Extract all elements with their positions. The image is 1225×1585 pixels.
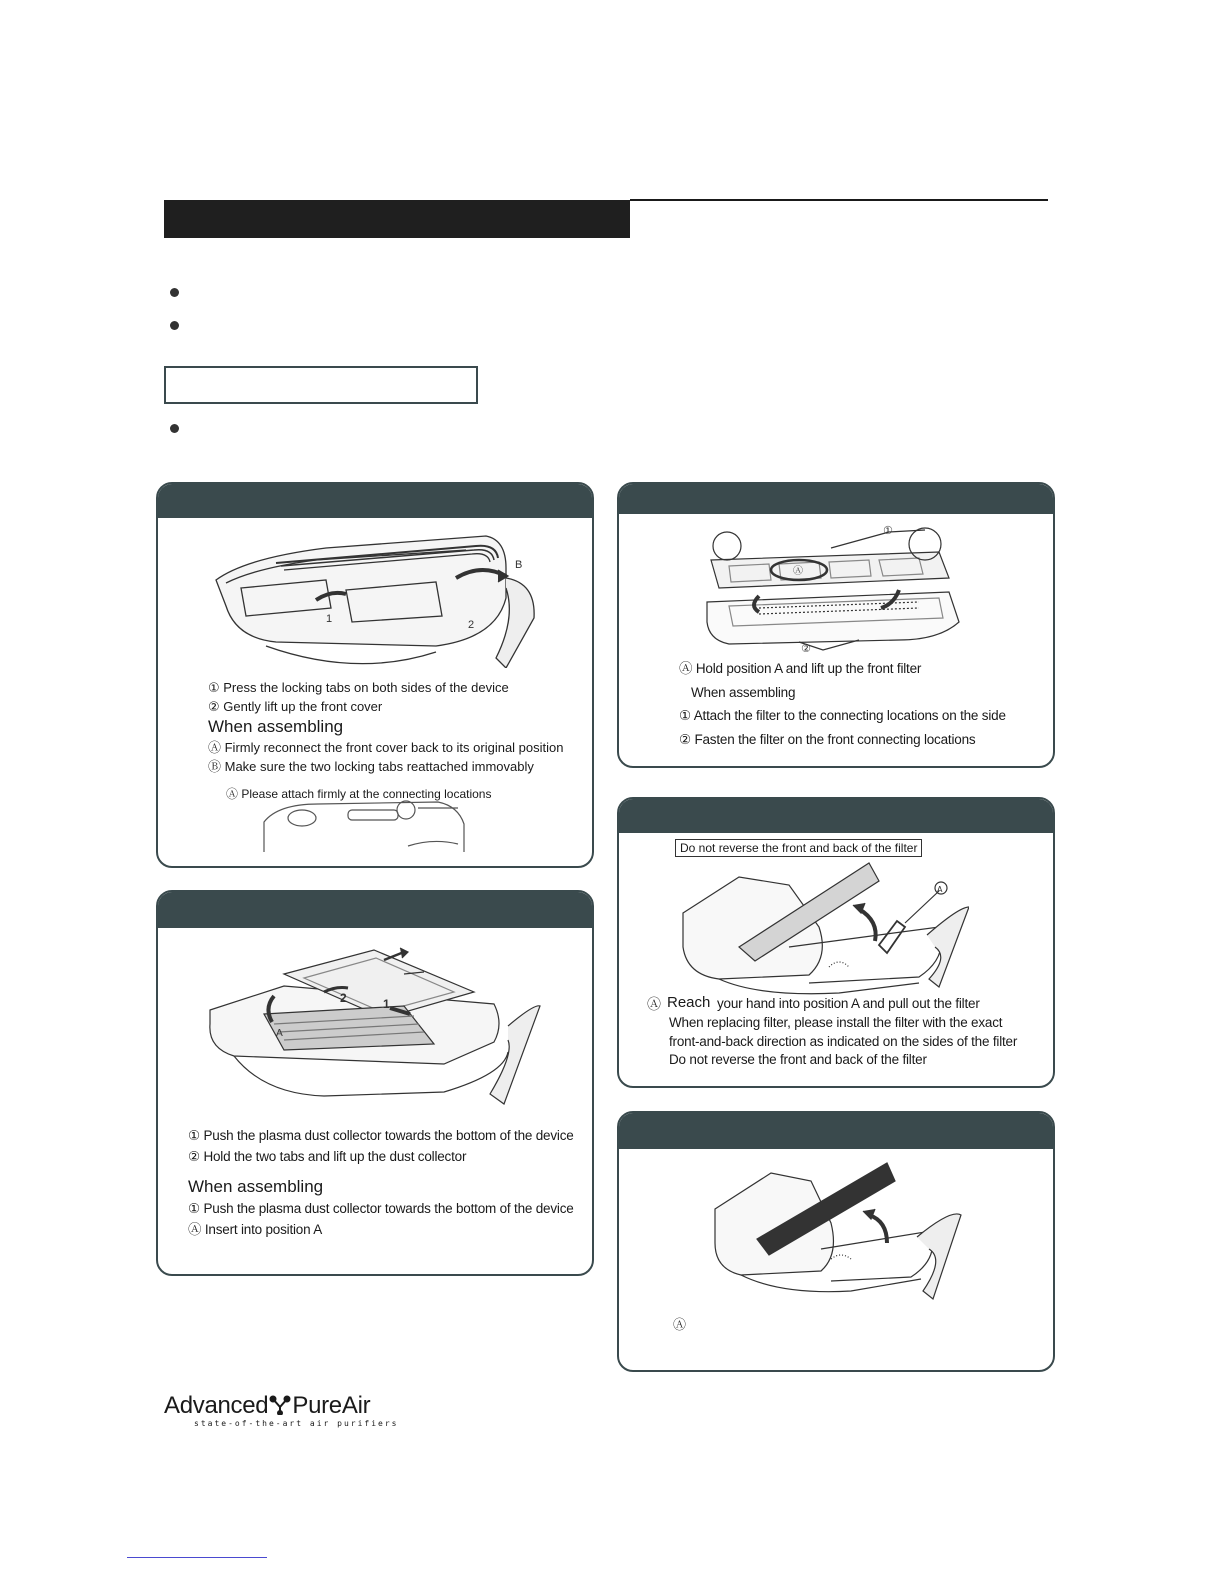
header-rule: [630, 199, 1048, 201]
bullet-2: [170, 321, 179, 330]
svg-text:A: A: [276, 1028, 283, 1039]
hepa-filter-illustration: [679, 857, 969, 997]
dust-collector-assembling-step-1: ① Push the plasma dust collector towards the bottom of the device: [188, 1201, 574, 1216]
hepa-filter-line-2: When replacing filter, please install the filter with the exact: [669, 1015, 1003, 1030]
svg-text:1: 1: [326, 613, 333, 625]
panel-front-filter: [617, 482, 1055, 768]
dust-collector-step-1: ① Push the plasma dust collector towards the bottom of the device: [188, 1128, 574, 1143]
panel-dust-collector: [156, 890, 594, 1276]
section-title-bar: [164, 200, 630, 238]
svg-text:2: 2: [468, 619, 475, 631]
bullet-1: [170, 288, 179, 297]
front-cover-step-1: ① Press the locking tabs on both sides of the device: [208, 680, 509, 695]
dust-collector-step-2: ② Hold the two tabs and lift up the dust collector: [188, 1149, 467, 1164]
front-cover-assembling-step-b: Ⓑ Make sure the two locking tabs reattached immovably: [208, 759, 534, 774]
subheading-box: [164, 366, 478, 404]
carbon-filter-illustration: [711, 1159, 971, 1309]
logo-name-right: PureAir: [292, 1392, 371, 1419]
panel-hepa-filter: [617, 797, 1055, 1088]
logo-name-left: Advanced: [164, 1392, 269, 1419]
logo-molecule-icon: [269, 1395, 291, 1415]
panel-carbon-filter: [617, 1111, 1055, 1372]
logo-tagline: state-of-the-art air purifiers: [194, 1419, 399, 1428]
dust-collector-assembling-heading: When assembling: [188, 1177, 324, 1196]
carbon-filter-marker: Ⓐ: [673, 1317, 687, 1332]
hepa-filter-line-3: front-and-back direction as indicated on the sides of the filter: [669, 1034, 1018, 1049]
hepa-filter-reach: Reach: [667, 994, 711, 1011]
panel-front-cover: [156, 482, 594, 868]
svg-text:B: B: [515, 559, 523, 571]
front-filter-callout-2: ②: [801, 642, 811, 652]
svg-text:2: 2: [340, 991, 347, 1005]
hepa-filter-line-1: your hand into position A and pull out the filter: [717, 996, 980, 1011]
dust-collector-assembling-step-a: Ⓐ Insert into position A: [188, 1222, 323, 1237]
panel-front-cover-header: [158, 484, 592, 518]
front-filter-illustration: [699, 522, 989, 652]
hepa-filter-label: Do not reverse the front and back of the filter: [675, 839, 922, 857]
connecting-location-detail: [258, 798, 478, 852]
front-filter-step-2: ② Fasten the filter on the front connecting locations: [679, 732, 976, 747]
panel-hepa-filter-header: [619, 799, 1053, 833]
svg-text:1: 1: [383, 997, 390, 1011]
footer-rule: [127, 1557, 267, 1558]
panel-carbon-filter-header: [619, 1113, 1053, 1149]
dust-collector-illustration: [204, 944, 544, 1112]
front-cover-assembling-heading: When assembling: [208, 717, 344, 736]
front-filter-step-a: Ⓐ Hold position A and lift up the front filter: [679, 661, 922, 676]
front-filter-step-1: ① Attach the filter to the connecting locations on the side: [679, 708, 1006, 723]
svg-text:A: A: [937, 885, 943, 894]
panel-front-filter-header: [619, 484, 1053, 514]
hepa-filter-callout: Ⓐ: [647, 996, 661, 1012]
bullet-3: [170, 424, 179, 433]
front-cover-step-2: ② Gently lift up the front cover: [208, 699, 383, 714]
front-filter-callout-1: ①: [883, 524, 893, 537]
front-cover-note: Ⓐ Please attach firmly at the connecting locations: [226, 787, 492, 801]
front-filter-assembling: When assembling: [691, 685, 796, 700]
brand-logo: [164, 1392, 399, 1428]
front-cover-assembling-step-a: Ⓐ Firmly reconnect the front cover back to its original position: [208, 740, 564, 755]
panel-dust-collector-header: [158, 892, 592, 928]
hepa-filter-line-4: Do not reverse the front and back of the filter: [669, 1052, 927, 1067]
front-cover-illustration: [206, 528, 546, 668]
front-filter-callout-a: Ⓐ: [793, 566, 803, 577]
